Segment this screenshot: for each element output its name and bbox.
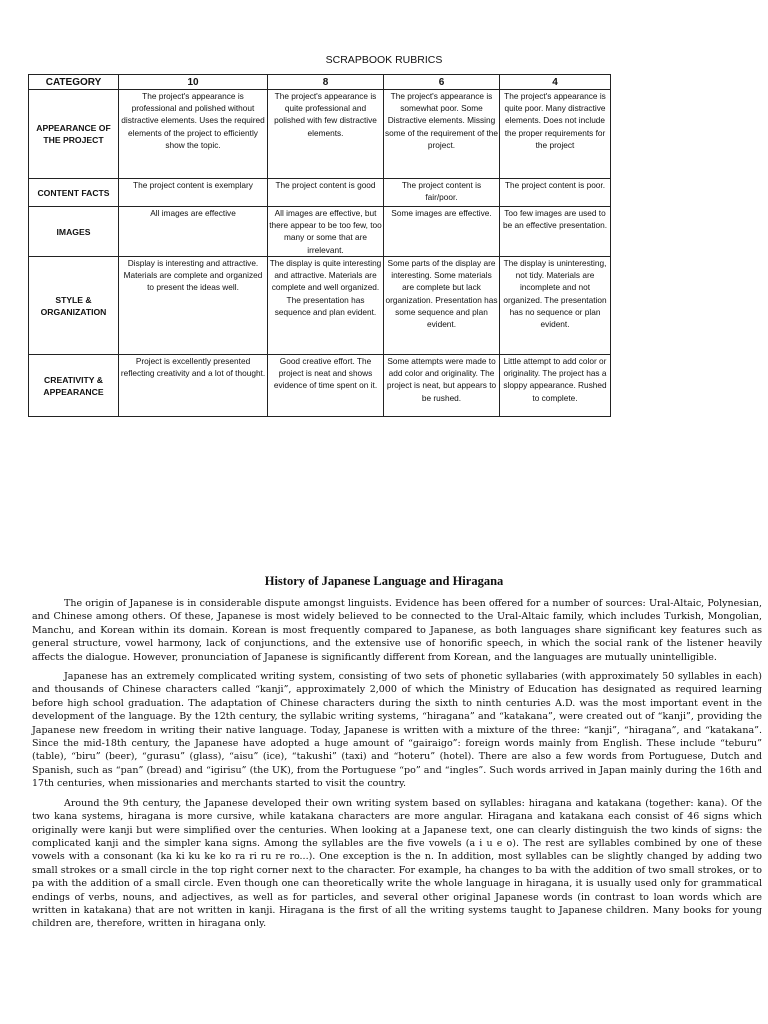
- rubric-row-content-facts: [29, 179, 611, 207]
- criteria-cell: Some attempts were made to add color and originality. The project is neat, but appears to be rushed.: [384, 355, 500, 417]
- category-cell: APPEARANCE OF THE PROJECT: [29, 90, 119, 179]
- rubric-row-creativity: [29, 355, 611, 417]
- criteria-cell: All images are effective: [119, 207, 268, 257]
- rubric-title: SCRAPBOOK RUBRICS: [325, 54, 443, 66]
- criteria-cell: Little attempt to add color or originality. The project has a sloppy appearance. Rushed to complete.: [500, 355, 611, 417]
- criteria-cell: All images are effective, but there appear to be too few, too many or some that are irrelevant.: [269, 208, 382, 255]
- rubric-table: [28, 74, 611, 417]
- header-score-6: 6: [384, 75, 500, 90]
- category-cell: STYLE & ORGANIZATION: [29, 257, 119, 355]
- criteria-cell: Too few images are used to be an effective presentation.: [500, 207, 611, 257]
- header-score-4: 4: [500, 75, 611, 90]
- criteria-cell: Some images are effective.: [384, 207, 500, 257]
- criteria-cell: The project content is good: [268, 179, 384, 207]
- criteria-cell: Good creative effort. The project is neat and shows evidence of time spent on it.: [268, 355, 384, 417]
- criteria-cell: The project's appearance is somewhat poor. Some Distractive elements. Missing some of the requirement of the project.: [384, 90, 500, 179]
- criteria-cell: The project content is poor.: [500, 179, 611, 207]
- article-paragraph: Around the 9th century, the Japanese developed their own writing system based on syllables: hiragana and katakana (together: kana). Of the two kana systems, hiragana is more cursive, while katakana characters are more angular. Hiragana and katakana each consist of 46 signs which originally were kanji but were simplified over the centuries. When looking at a Japanese text, one can clearly distinguish the two kinds of signs: the complicated kanji and the simpler kana signs. Among the syllables are the five vowels (a i u e o). The rest are syllables combined by one of these vowels with a consonant (ka ki ku ke ko ra ri ru re ro...). One exception is the n. In addition, most syllables can be slightly changed by adding two small strokes or a small circle in the top right corner next to the character. For example, ha changes to ba with the addition of two small strokes, or to pa with the addition of a small circle. Even though one can theoretically write the whole language in hiragana, it is usually used only for grammatical endings of verbs, nouns, and adjectives, as well as for particles, and several other original Japanese words (in contrast to loan words which are written in katakana) that are not written in kanji. Hiragana is the first of all the writing systems taught to Japanese children. Many books for young children are, therefore, written in hiragana only.: [32, 797, 762, 930]
- criteria-cell: Project is excellently presented reflecting creativity and a lot of thought.: [119, 355, 268, 417]
- criteria-cell: Some parts of the display are interesting. Some materials are complete but lack organization. Presentation has some sequence and plan evident.: [384, 257, 500, 355]
- category-cell: CREATIVITY & APPEARANCE: [29, 355, 119, 417]
- criteria-cell: The display is uninteresting, not tidy. Materials are incomplete and not organized. The presentation has no sequence or plan evident.: [500, 257, 611, 355]
- article-body: [32, 597, 762, 937]
- category-cell: IMAGES: [29, 207, 119, 257]
- rubric-row-images: [29, 207, 611, 257]
- header-category: CATEGORY: [29, 75, 119, 90]
- rubric-header-row: [29, 75, 611, 90]
- criteria-cell: The project content is fair/poor.: [384, 179, 500, 207]
- criteria-cell: The project's appearance is quite poor. Many distractive elements. Does not include the proper requirements for the project: [500, 90, 611, 179]
- article-title: History of Japanese Language and Hiragana: [264, 574, 504, 588]
- rubric-row-style-organization: [29, 257, 611, 355]
- criteria-cell: Display is interesting and attractive. Materials are complete and organized to present the ideas well.: [119, 257, 268, 355]
- category-cell: CONTENT FACTS: [29, 179, 119, 207]
- criteria-cell: The display is quite interesting and attractive. Materials are complete and well organized. The presentation has sequence and plan evident.: [268, 257, 384, 355]
- article-paragraph: The origin of Japanese is in considerable dispute amongst linguists. Evidence has been offered for a number of sources: Ural-Altaic, Polynesian, and Chinese among others. Of these, Japanese is most widely believed to be connected to the Ural-Altaic family, which includes Turkish, Mongolian, Manchu, and Korean within its domain. Korean is most frequently compared to Japanese, as both languages share significant key features such as general structure, vowel harmony, lack of conjunctions, and the extensive use of honorific speech, in which the social rank of the listener heavily affects the dialogue. However, pronunciation of Japanese is significantly different from Korean, and the languages are mutually unintelligible.: [32, 598, 762, 663]
- criteria-cell: The project content is exemplary: [119, 179, 268, 207]
- header-score-10: 10: [119, 75, 268, 90]
- header-score-8: 8: [268, 75, 384, 90]
- criteria-cell: The project's appearance is professional and polished without distractive elements. Uses the required elements of the project to efficiently show the topic.: [119, 90, 268, 179]
- article-paragraph: Japanese has an extremely complicated writing system, consisting of two sets of phonetic syllabaries (with approximately 50 syllables in each) and thousands of Chinese characters called “kanji”, approximately 2,000 of which the Ministry of Education has designated as required learning before high school graduation. The adaptation of Chinese characters during the sixth to ninth centuries A.D. was the most important event in the development of the language. By the 12th century, the syllabic writing systems, “hiragana” and “katakana”, were created out of “kanji”, providing the Japanese new freedom in writing their native language. Today, Japanese is written with a mixture of the three: “kanji”, “hiragana”, and “katakana”. Since the mid-18th century, the Japanese have adopted a huge amount of “gairaigo”: foreign words mainly from English. These include “teburu” (table), “biru” (beer), “gurasu” (glass), “aisu” (ice), “takushi” (taxi) and “hoteru” (hotel). There are also a few words from Portuguese, Dutch and Spanish, such as “pan” (bread) and “igirisu” (the UK), from the Portuguese “po” and “ingles”. Such words arrived in Japan mainly during the 16th and 17th centuries, when missionaries and merchants started to visit the country.: [32, 671, 762, 790]
- rubric-row-appearance: [29, 90, 611, 179]
- criteria-cell: The project's appearance is quite professional and polished with few distractive elements.: [268, 90, 384, 179]
